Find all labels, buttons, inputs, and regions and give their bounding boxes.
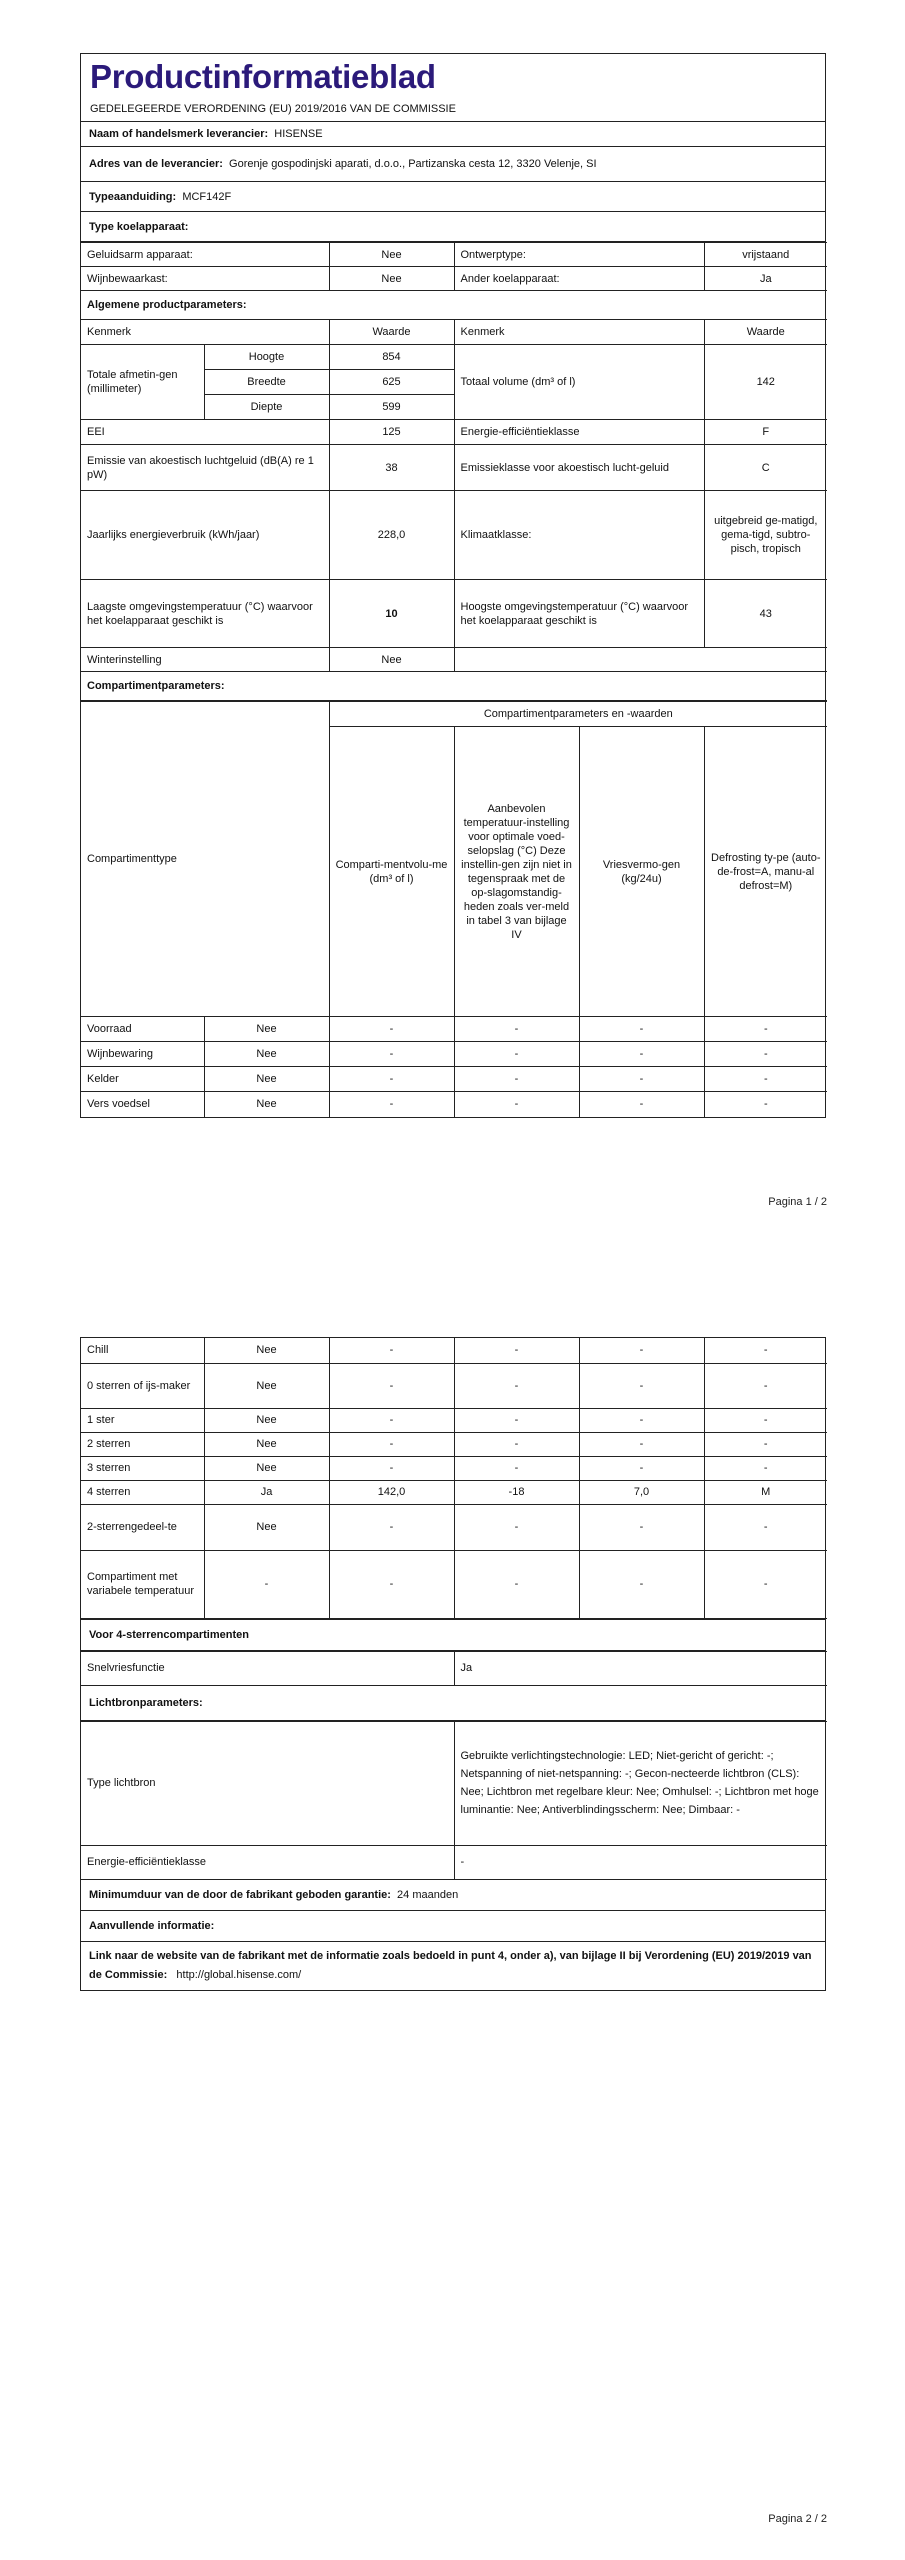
winter-value: Nee xyxy=(329,648,454,672)
light-type-value: Gebruikte verlichtingstechnologie: LED; Niet-gericht of gericht: -; Netspanning of niet-netspanning: -; Gecon-necteerde lichtbron (CLS): Nee; Lichtbron met regelbare kleur: Nee; Omhulsel: -; Lichtbron met hoge luminantie: Nee; Antiverblindingsscherm: Nee; Dimbaar: - xyxy=(454,1721,827,1845)
light-type-label: Type lichtbron xyxy=(81,1721,454,1845)
compartment-volume: - xyxy=(329,1550,454,1618)
compartment-temp: - xyxy=(454,1456,579,1480)
compartment-present: Nee xyxy=(204,1042,329,1067)
winter-empty xyxy=(454,648,827,672)
compartment-name: 3 sterren xyxy=(81,1456,204,1480)
compartment-name: Wijnbewaring xyxy=(81,1042,204,1067)
compartment-volume: - xyxy=(329,1363,454,1408)
supplier-value: HISENSE xyxy=(274,128,323,140)
width-label: Breedte xyxy=(204,370,329,395)
compartment-freeze: - xyxy=(579,1408,704,1432)
col-feature-header: Kenmerk xyxy=(81,320,329,345)
compartment-row xyxy=(81,1017,827,1042)
compartment-freeze: - xyxy=(579,1017,704,1042)
page-number-2: Pagina 2 / 2 xyxy=(768,2513,827,2525)
warranty-value: 24 maanden xyxy=(397,1888,459,1901)
compartment-defrost: - xyxy=(704,1504,827,1550)
compartment-temp: - xyxy=(454,1504,579,1550)
compartment-present: Nee xyxy=(204,1338,329,1363)
compartment-defrost: - xyxy=(704,1456,827,1480)
climate-label: Klimaatklasse: xyxy=(454,491,704,580)
volume-value: 142 xyxy=(704,345,827,420)
compartment-row xyxy=(81,1067,827,1092)
compartment-table-2 xyxy=(81,1338,827,1619)
dimensions-label: Totale afmetin-gen (millimeter) xyxy=(81,345,204,420)
compartment-freeze: - xyxy=(579,1504,704,1550)
compartment-row xyxy=(81,1480,827,1504)
fast-freeze-value: Ja xyxy=(454,1651,827,1685)
compartment-present: Nee xyxy=(204,1432,329,1456)
supplier-label: Naam of handelsmerk leverancier: xyxy=(89,128,269,140)
compartment-freeze: - xyxy=(579,1550,704,1618)
general-heading: Algemene productparameters: xyxy=(81,291,827,320)
compartment-name: Compartiment met variabele temperatuur xyxy=(81,1550,204,1618)
page-title: Productinformatieblad xyxy=(90,58,436,95)
light-class-label: Energie-efficiëntieklasse xyxy=(81,1845,454,1879)
fast-freeze-label: Snelvriesfunctie xyxy=(81,1651,454,1685)
compartment-heading: Compartimentparameters: xyxy=(81,672,827,701)
fast-freeze-table xyxy=(81,1651,827,1686)
compartment-name: 2-sterrengedeel-te xyxy=(81,1504,204,1550)
volume-label: Totaal volume (dm³ of l) xyxy=(454,345,704,420)
supplier-row xyxy=(81,122,825,147)
other-value: Ja xyxy=(704,267,827,291)
col-value-header-2: Waarde xyxy=(704,320,827,345)
compartment-name: Kelder xyxy=(81,1067,204,1092)
noise-value: 38 xyxy=(329,445,454,491)
compartment-temp: - xyxy=(454,1408,579,1432)
compartment-name: 0 sterren of ijs-maker xyxy=(81,1363,204,1408)
compartment-defrost: - xyxy=(704,1042,827,1067)
energy-class-value: F xyxy=(704,420,827,445)
extra-info-heading: Aanvullende informatie: xyxy=(81,1911,825,1942)
compartment-temp: - xyxy=(454,1432,579,1456)
comp-temp-header: Aanbevolen temperatuur-instelling voor optimale voed-selopslag (°C) Deze instellin-gen zijn niet in tegenspraak met de op-slagomstandig-heden zoals ver-meld in tabel 3 van bijlage IV xyxy=(454,727,579,1017)
compartment-name: Vers voedsel xyxy=(81,1092,204,1117)
type-heading: Type koelapparaat: xyxy=(81,212,825,242)
address-row xyxy=(81,147,825,182)
compartment-present: Ja xyxy=(204,1480,329,1504)
compartment-freeze: 7,0 xyxy=(579,1480,704,1504)
compartment-defrost: - xyxy=(704,1408,827,1432)
min-temp-label: Laagste omgevingstemperatuur (°C) waarvoor het koelapparaat geschikt is xyxy=(81,580,329,648)
quiet-label: Geluidsarm apparaat: xyxy=(81,243,329,267)
comp-freeze-header: Vriesvermo-gen (kg/24u) xyxy=(579,727,704,1017)
compartment-volume: - xyxy=(329,1338,454,1363)
compartment-volume: - xyxy=(329,1042,454,1067)
annual-energy-value: 228,0 xyxy=(329,491,454,580)
compartment-defrost: - xyxy=(704,1432,827,1456)
compartment-present: Nee xyxy=(204,1408,329,1432)
compartment-row xyxy=(81,1408,827,1432)
min-temp-value: 10 xyxy=(329,580,454,648)
four-star-heading: Voor 4-sterrencompartimenten xyxy=(81,1619,825,1651)
link-row xyxy=(81,1942,825,1990)
compartment-temp: - xyxy=(454,1092,579,1117)
light-table xyxy=(81,1721,827,1880)
datasheet-page-1 xyxy=(80,53,826,1118)
compartment-defrost: - xyxy=(704,1092,827,1117)
col-value-header: Waarde xyxy=(329,320,454,345)
compartment-table-1 xyxy=(81,701,827,1117)
comp-group-header: Compartimentparameters en -waarden xyxy=(329,702,827,727)
compartment-present: Nee xyxy=(204,1504,329,1550)
compartment-row xyxy=(81,1363,827,1408)
light-class-value: - xyxy=(454,1845,827,1879)
compartment-name: Chill xyxy=(81,1338,204,1363)
other-label: Ander koelapparaat: xyxy=(454,267,704,291)
address-label: Adres van de leverancier: xyxy=(89,158,223,170)
general-parameters-table xyxy=(81,242,827,701)
design-value: vrijstaand xyxy=(704,243,827,267)
compartment-defrost: - xyxy=(704,1363,827,1408)
compartment-name: 4 sterren xyxy=(81,1480,204,1504)
model-value: MCF142F xyxy=(182,190,232,203)
light-heading: Lichtbronparameters: xyxy=(81,1686,825,1721)
comp-type-header: Compartimenttype xyxy=(81,702,329,1017)
compartment-defrost: M xyxy=(704,1480,827,1504)
sheet-header xyxy=(81,54,825,122)
compartment-temp: - xyxy=(454,1338,579,1363)
compartment-temp: - xyxy=(454,1042,579,1067)
compartment-present: - xyxy=(204,1550,329,1618)
compartment-freeze: - xyxy=(579,1338,704,1363)
design-label: Ontwerptype: xyxy=(454,243,704,267)
compartment-freeze: - xyxy=(579,1363,704,1408)
height-value: 854 xyxy=(329,345,454,370)
comp-volume-header: Comparti-mentvolu-me (dm³ of l) xyxy=(329,727,454,1017)
compartment-freeze: - xyxy=(579,1042,704,1067)
compartment-present: Nee xyxy=(204,1092,329,1117)
datasheet-page-2 xyxy=(80,1337,826,1991)
compartment-row xyxy=(81,1338,827,1363)
winter-label: Winterinstelling xyxy=(81,648,329,672)
depth-value: 599 xyxy=(329,395,454,420)
compartment-volume: - xyxy=(329,1067,454,1092)
col-feature-header-2: Kenmerk xyxy=(454,320,704,345)
compartment-row xyxy=(81,1432,827,1456)
quiet-value: Nee xyxy=(329,243,454,267)
compartment-row xyxy=(81,1550,827,1618)
comp-defrost-header: Defrosting ty-pe (auto-de-frost=A, manu-al defrost=M) xyxy=(704,727,827,1017)
model-row xyxy=(81,182,825,212)
noise-class-value: C xyxy=(704,445,827,491)
width-value: 625 xyxy=(329,370,454,395)
energy-class-label: Energie-efficiëntieklasse xyxy=(454,420,704,445)
compartment-present: Nee xyxy=(204,1363,329,1408)
compartment-temp: - xyxy=(454,1017,579,1042)
climate-value: uitgebreid ge-matigd, gema-tigd, subtro-pisch, tropisch xyxy=(704,491,827,580)
model-label: Typeaanduiding: xyxy=(89,190,177,203)
max-temp-value: 43 xyxy=(704,580,827,648)
annual-energy-label: Jaarlijks energieverbruik (kWh/jaar) xyxy=(81,491,329,580)
compartment-volume: - xyxy=(329,1456,454,1480)
compartment-row xyxy=(81,1092,827,1117)
compartment-freeze: - xyxy=(579,1432,704,1456)
compartment-present: Nee xyxy=(204,1456,329,1480)
noise-label: Emissie van akoestisch luchtgeluid (dB(A) re 1 pW) xyxy=(81,445,329,491)
compartment-freeze: - xyxy=(579,1092,704,1117)
page-number-1: Pagina 1 / 2 xyxy=(768,1196,827,1208)
compartment-defrost: - xyxy=(704,1338,827,1363)
warranty-label: Minimumduur van de door de fabrikant geboden garantie: xyxy=(89,1888,391,1901)
wine-label: Wijnbewaarkast: xyxy=(81,267,329,291)
compartment-volume: - xyxy=(329,1017,454,1042)
compartment-row xyxy=(81,1504,827,1550)
link-label: Link naar de website van de fabrikant met de informatie zoals bedoeld in punt 4, onder a), van bijlage II bij Verordening (EU) 2019/2019 van de Commissie: xyxy=(89,1949,812,1981)
max-temp-label: Hoogste omgevingstemperatuur (°C) waarvoor het koelapparaat geschikt is xyxy=(454,580,704,648)
compartment-present: Nee xyxy=(204,1017,329,1042)
compartment-temp: - xyxy=(454,1067,579,1092)
compartment-defrost: - xyxy=(704,1067,827,1092)
compartment-name: 2 sterren xyxy=(81,1432,204,1456)
wine-value: Nee xyxy=(329,267,454,291)
compartment-defrost: - xyxy=(704,1017,827,1042)
warranty-row xyxy=(81,1880,825,1911)
depth-label: Diepte xyxy=(204,395,329,420)
compartment-volume: - xyxy=(329,1432,454,1456)
height-label: Hoogte xyxy=(204,345,329,370)
compartment-volume: 142,0 xyxy=(329,1480,454,1504)
eei-value: 125 xyxy=(329,420,454,445)
compartment-volume: - xyxy=(329,1504,454,1550)
compartment-temp: -18 xyxy=(454,1480,579,1504)
regulation-subtitle: GEDELEGEERDE VERORDENING (EU) 2019/2016 VAN DE COMMISSIE xyxy=(90,103,456,115)
compartment-present: Nee xyxy=(204,1067,329,1092)
compartment-row xyxy=(81,1456,827,1480)
compartment-volume: - xyxy=(329,1092,454,1117)
compartment-freeze: - xyxy=(579,1067,704,1092)
compartment-volume: - xyxy=(329,1408,454,1432)
manufacturer-link[interactable]: http://global.hisense.com/ xyxy=(176,1968,302,1981)
address-value: Gorenje gospodinjski aparati, d.o.o., Partizanska cesta 12, 3320 Velenje, SI xyxy=(229,158,597,170)
compartment-name: 1 ster xyxy=(81,1408,204,1432)
compartment-defrost: - xyxy=(704,1550,827,1618)
eei-label: EEI xyxy=(81,420,329,445)
compartment-row xyxy=(81,1042,827,1067)
compartment-temp: - xyxy=(454,1363,579,1408)
compartment-name: Voorraad xyxy=(81,1017,204,1042)
compartment-temp: - xyxy=(454,1550,579,1618)
compartment-freeze: - xyxy=(579,1456,704,1480)
noise-class-label: Emissieklasse voor akoestisch lucht-geluid xyxy=(454,445,704,491)
